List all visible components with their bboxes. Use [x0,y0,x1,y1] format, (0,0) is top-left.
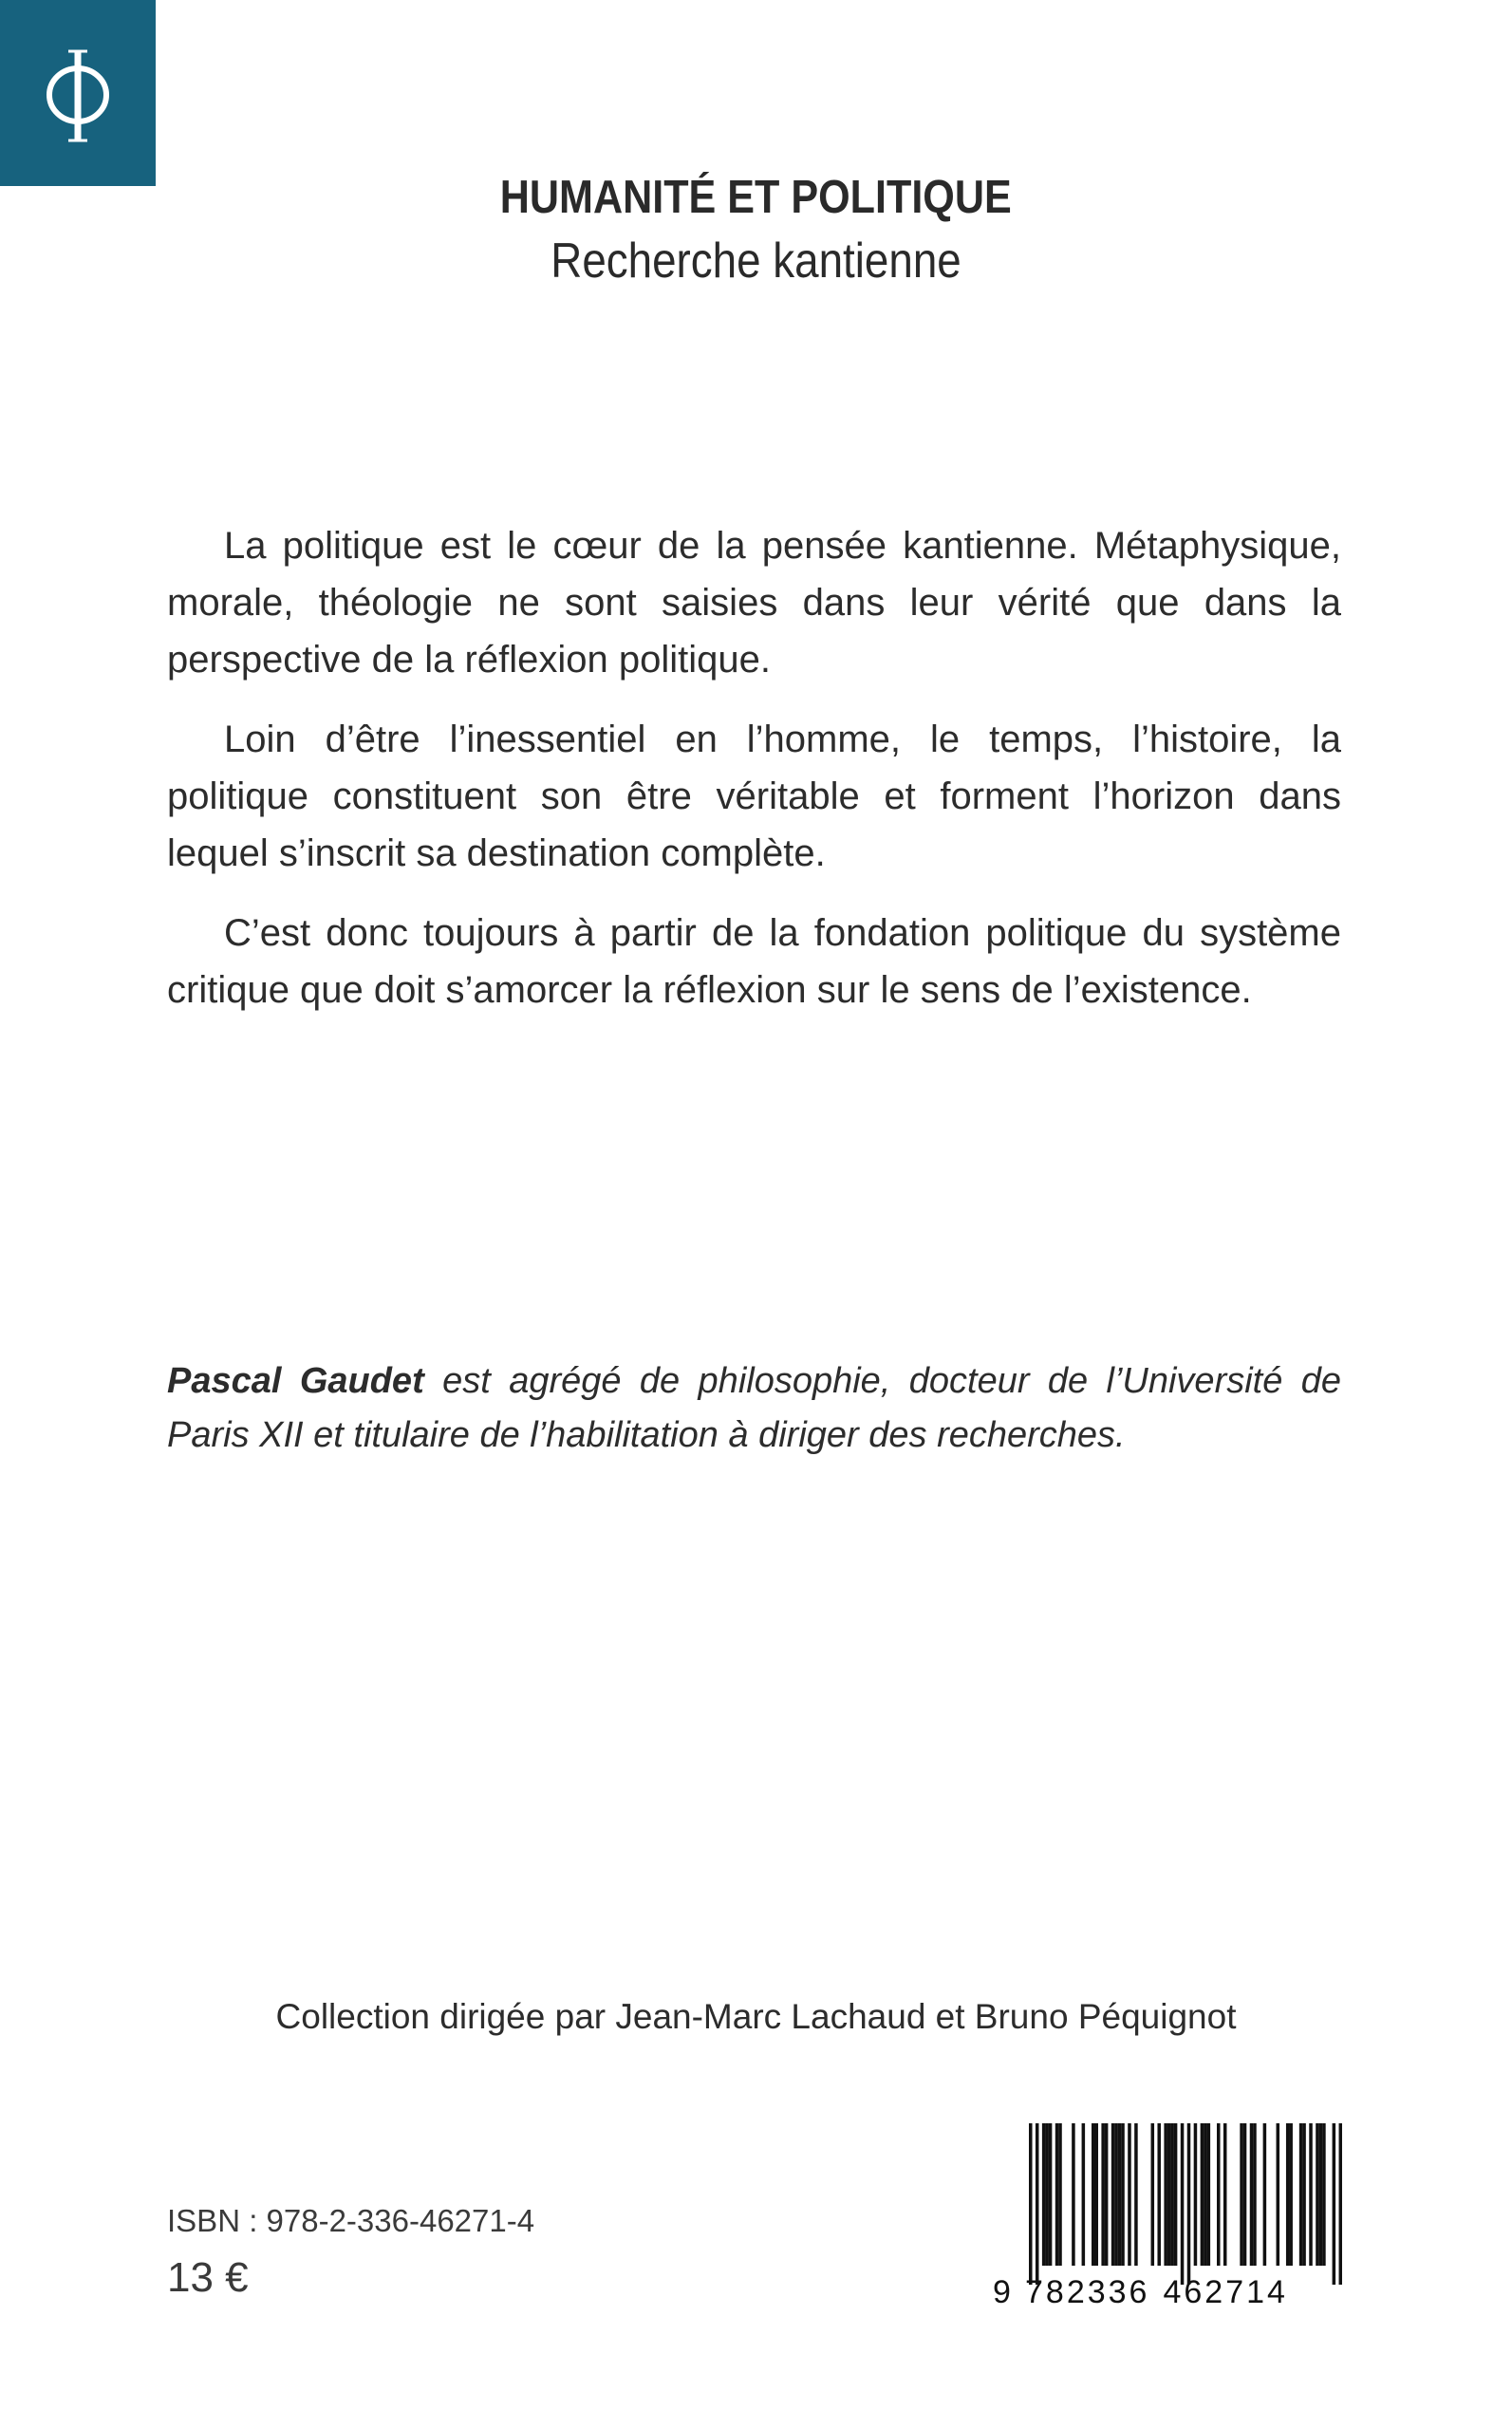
collection-credit: Collection dirigée par Jean-Marc Lachaud et Bruno Péquignot [275,1997,1237,2036]
back-cover-blurb [167,517,1341,1041]
barcode-group-2: 462714 [1163,2274,1288,2310]
barcode-bar [1118,2123,1122,2266]
author-bio-text: est agrégé de philosophie, docteur de l’Université de Paris XII et titulaire de l’habilitation à diriger des recherches. [167,1361,1342,1455]
barcode-bar [1167,2123,1171,2266]
barcode-bar [1045,2123,1049,2266]
phi-icon [35,36,121,150]
barcode-bar [1253,2123,1257,2266]
barcode-bar [1134,2123,1138,2266]
publisher-logo [0,0,156,186]
barcode-bar [1111,2123,1115,2266]
barcode-bar [1042,2123,1046,2266]
barcode-lead-digit: 9 [993,2274,1014,2310]
barcode-bar [1289,2123,1293,2266]
barcode-bar [1322,2123,1326,2266]
barcode-bar [1094,2123,1098,2266]
barcode-bar [1181,2123,1185,2285]
blurb-paragraph-3: C’est donc toujours à partir de la fondation politique du système critique que doit s’amorcer la réflexion sur le sens de l’existence. [167,912,1341,1011]
barcode-bar [1128,2123,1131,2266]
author-name: Pascal Gaudet [167,1361,424,1401]
barcode-bar [1223,2123,1227,2266]
barcode-bar [1055,2123,1059,2266]
barcode-bar [1250,2123,1254,2266]
barcode-bar [1058,2123,1062,2266]
barcode-digits [993,2271,1344,2313]
barcode-bar [1114,2123,1118,2266]
barcode-bar [1157,2123,1161,2266]
book-subtitle: Recherche kantienne [551,233,961,289]
price: 13 € [167,2254,249,2301]
barcode-bar [1339,2123,1342,2285]
author-bio [167,1354,1341,1463]
isbn: ISBN : 978-2-336-46271-4 [167,2203,535,2238]
barcode [993,2123,1344,2317]
barcode-bar [1201,2123,1204,2266]
barcode-bar [1277,2123,1280,2266]
barcode-bar [1207,2123,1211,2266]
barcode-bar [1204,2123,1207,2266]
barcode-bar [1263,2123,1267,2266]
barcode-group-1: 782336 [1025,2274,1150,2310]
barcode-bar [1092,2123,1095,2266]
barcode-bar [1049,2123,1053,2266]
barcode-bar [1217,2123,1221,2266]
barcode-bar [1151,2123,1155,2266]
barcode-bar [1029,2123,1033,2285]
barcode-bar [1101,2123,1105,2266]
barcode-bar [1299,2123,1303,2266]
barcode-bar [1319,2123,1323,2266]
barcode-bar [1170,2123,1174,2266]
barcode-bar [1302,2123,1306,2266]
book-title: HUMANITÉ ET POLITIQUE [500,172,1012,223]
barcode-bar [1036,2123,1039,2285]
barcode-bars [1029,2123,1342,2285]
title-block [0,169,1512,292]
barcode-bar [1333,2123,1336,2285]
barcode-bar [1243,2123,1247,2266]
barcode-bar [1164,2123,1167,2266]
barcode-bar [1105,2123,1109,2266]
barcode-bar [1121,2123,1125,2266]
barcode-bar [1194,2123,1198,2266]
blurb-paragraph-2: Loin d’être l’inessentiel en l’homme, le temps, l’histoire, la politique constituent son être véritable et forment l’horizon dans lequel s’inscrit sa destination complète. [167,719,1341,874]
barcode-bar [1309,2123,1313,2266]
barcode-bar [1187,2123,1191,2285]
barcode-bar [1240,2123,1243,2266]
barcode-bar [1072,2123,1075,2266]
blurb-paragraph-1: La politique est le cœur de la pensée kantienne. Métaphysique, morale, théologie ne sont saisies dans leur vérité que dans la perspective de la réflexion politique. [167,525,1341,681]
barcode-bar [1082,2123,1086,2266]
barcode-bar [1286,2123,1290,2266]
barcode-bar [1174,2123,1178,2266]
barcode-bar [1316,2123,1319,2266]
